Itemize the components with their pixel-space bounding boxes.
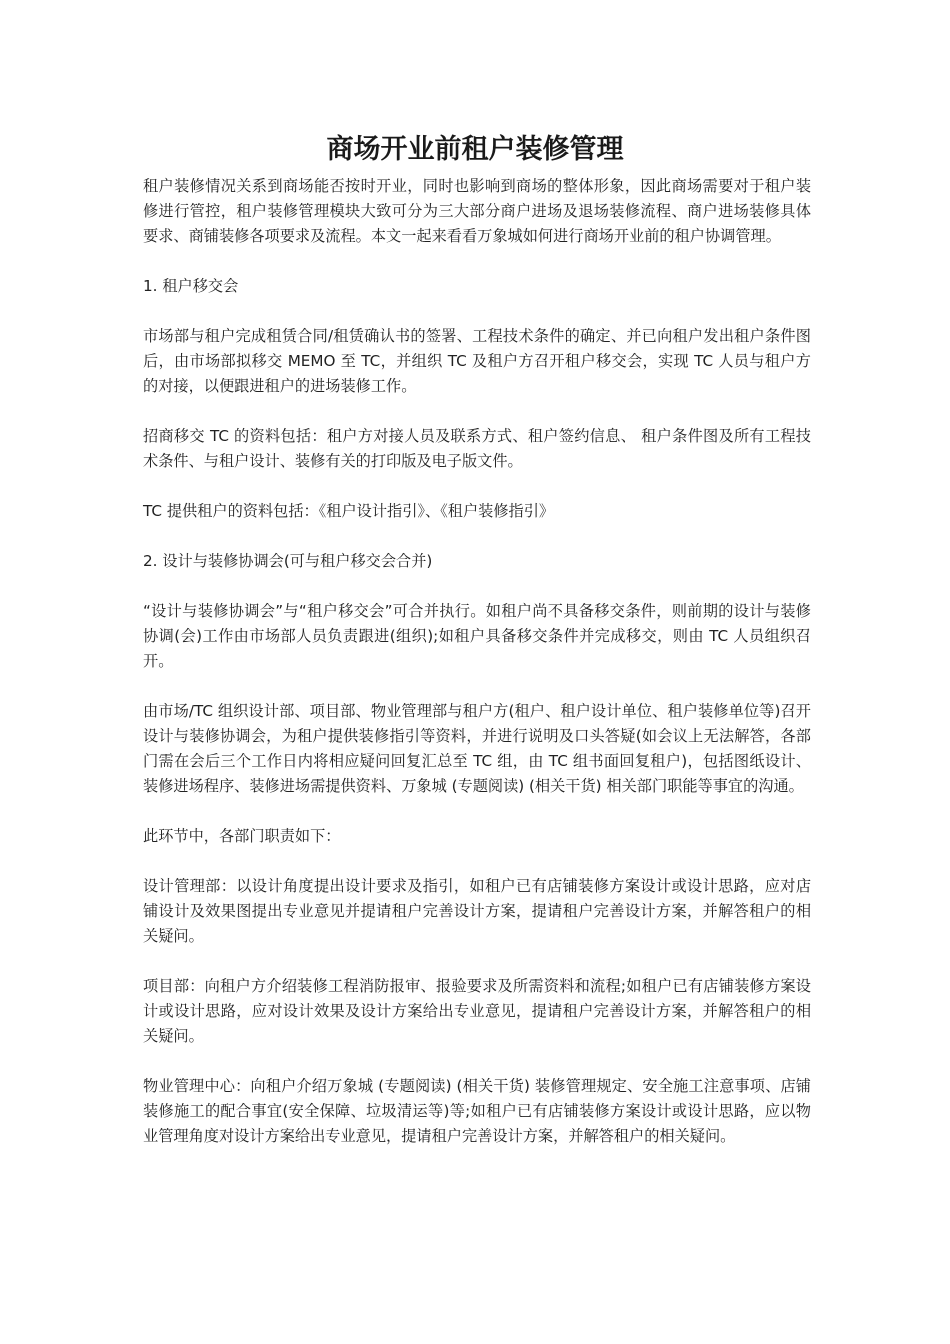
document-body (143, 174, 811, 1174)
paragraph: TC 提供租户的资料包括：《租户设计指引》、《租户装修指引》 (143, 502, 555, 520)
paragraph: 项目部：向租户方介绍装修工程消防报审、报验要求及所需资料和流程;如租户已有店铺装修方案设计或设计思路，应对设计效果及设计方案给出专业意见，提请租户完善设计方案，并解答租户的相关疑问。 (143, 977, 811, 1045)
paragraph: 市场部与租户完成租赁合同/租赁确认书的签署、工程技术条件的确定、并已向租户发出租户条件图后，由市场部拟移交 MEMO 至 TC，并组织 TC 及租户方召开租户移交会，实现 TC 人员与租户方的对接，以便跟进租户的进场装修工作。 (143, 327, 811, 395)
paragraph: 由市场/TC 组织设计部、项目部、物业管理部与租户方(租户、租户设计单位、租户装修单位等)召开设计与装修协调会，为租户提供装修指引等资料，并进行说明及口头答疑(如会议上无法解答，各部门需在会后三个工作日内将相应疑问回复汇总至 TC 组，由 TC 组书面回复租户)，包括图纸设计、装修进场程序、装修进场需提供资料、万象城 (专题阅读) (相关干货) 相关部门职能等事宜的沟通。 (143, 702, 811, 795)
document-title: 商场开业前租户装修管理 (326, 134, 624, 165)
paragraph: 物业管理中心：向租户介绍万象城 (专题阅读) (相关干货) 装修管理规定、安全施工注意事项、店铺装修施工的配合事宜(安全保障、垃圾清运等)等;如租户已有店铺装修方案设计或设计思路，应以物业管理角度对设计方案给出专业意见，提请租户完善设计方案，并解答租户的相关疑问。 (143, 1077, 811, 1145)
paragraph: “设计与装修协调会”与“租户移交会”可合并执行。如租户尚不具备移交条件，则前期的设计与装修协调(会)工作由市场部人员负责跟进(组织);如租户具备移交条件并完成移交，则由 TC 人员组织召开。 (143, 602, 811, 670)
paragraph: 招商移交 TC 的资料包括：租户方对接人员及联系方式、租户签约信息、 租户条件图及所有工程技术条件、与租户设计、装修有关的打印版及电子版文件。 (143, 427, 811, 470)
paragraph: 设计管理部：以设计角度提出设计要求及指引，如租户已有店铺装修方案设计或设计思路，应对店铺设计及效果图提出专业意见并提请租户完善设计方案，提请租户完善设计方案，并解答租户的相关疑问。 (143, 877, 811, 945)
section-heading-2: 2. 设计与装修协调会(可与租户移交会合并) (143, 552, 433, 570)
paragraph-intro: 租户装修情况关系到商场能否按时开业，同时也影响到商场的整体形象，因此商场需要对于租户装修进行管控，租户装修管理模块大致可分为三大部分商户进场及退场装修流程、商户进场装修具体要求、商铺装修各项要求及流程。本文一起来看看万象城如何进行商场开业前的租户协调管理。 (143, 177, 811, 245)
section-heading-1: 1. 租户移交会 (143, 277, 239, 295)
paragraph: 此环节中，各部门职责如下： (143, 827, 341, 845)
